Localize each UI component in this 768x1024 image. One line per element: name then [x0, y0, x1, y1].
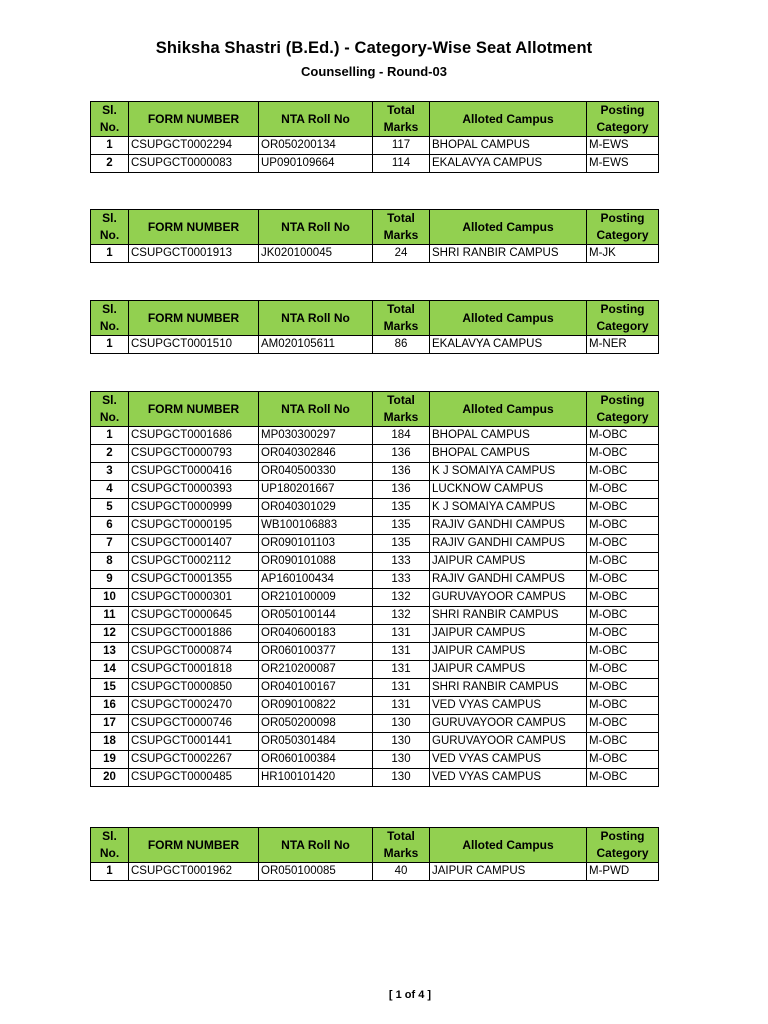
cell-form-number: CSUPGCT0000850 — [129, 679, 259, 697]
cell-nta-roll-no: OR090100822 — [259, 697, 373, 715]
cell-alloted-campus: BHOPAL CAMPUS — [430, 427, 587, 445]
cell-alloted-campus: RAJIV GANDHI CAMPUS — [430, 517, 587, 535]
cell-total-marks: 40 — [373, 863, 430, 881]
cell-form-number: CSUPGCT0000999 — [129, 499, 259, 517]
allotment-table — [90, 300, 659, 354]
cell-nta-roll-no: OR050100144 — [259, 607, 373, 625]
cell-sl-no: 11 — [91, 607, 129, 625]
page-subtitle: Counselling - Round-03 — [301, 64, 447, 79]
cell-alloted-campus: SHRI RANBIR CAMPUS — [430, 607, 587, 625]
column-header-total-marks: Total Marks — [373, 210, 430, 245]
column-header-nta-roll-no: NTA Roll No — [259, 102, 373, 137]
cell-total-marks: 136 — [373, 445, 430, 463]
cell-nta-roll-no: OR210100009 — [259, 589, 373, 607]
cell-alloted-campus: JAIPUR CAMPUS — [430, 625, 587, 643]
cell-total-marks: 130 — [373, 715, 430, 733]
cell-form-number: CSUPGCT0000301 — [129, 589, 259, 607]
cell-total-marks: 184 — [373, 427, 430, 445]
cell-nta-roll-no: OR050100085 — [259, 863, 373, 881]
cell-alloted-campus: GURUVAYOOR CAMPUS — [430, 589, 587, 607]
cell-alloted-campus: JAIPUR CAMPUS — [430, 863, 587, 881]
table-row — [91, 137, 659, 155]
cell-sl-no: 12 — [91, 625, 129, 643]
allotment-table — [90, 101, 659, 173]
cell-sl-no: 13 — [91, 643, 129, 661]
column-header-alloted-campus: Alloted Campus — [430, 102, 587, 137]
column-header-posting-category: Posting Category — [587, 301, 659, 336]
cell-alloted-campus: VED VYAS CAMPUS — [430, 697, 587, 715]
cell-total-marks: 117 — [373, 137, 430, 155]
cell-form-number: CSUPGCT0000645 — [129, 607, 259, 625]
table-header-row — [91, 392, 659, 427]
cell-alloted-campus: EKALAVYA CAMPUS — [430, 155, 587, 173]
table-row — [91, 661, 659, 679]
column-header-posting-category: Posting Category — [587, 102, 659, 137]
cell-alloted-campus: JAIPUR CAMPUS — [430, 643, 587, 661]
allotment-table — [90, 827, 659, 881]
cell-posting-category: M-OBC — [587, 589, 659, 607]
cell-alloted-campus: SHRI RANBIR CAMPUS — [430, 679, 587, 697]
cell-sl-no: 9 — [91, 571, 129, 589]
cell-nta-roll-no: OR210200087 — [259, 661, 373, 679]
cell-sl-no: 14 — [91, 661, 129, 679]
cell-posting-category: M-OBC — [587, 607, 659, 625]
cell-form-number: CSUPGCT0001407 — [129, 535, 259, 553]
cell-posting-category: M-OBC — [587, 553, 659, 571]
column-header-posting-category: Posting Category — [587, 210, 659, 245]
cell-posting-category: M-OBC — [587, 769, 659, 787]
table-header-row — [91, 210, 659, 245]
cell-nta-roll-no: MP030300297 — [259, 427, 373, 445]
column-header-sl-no: Sl. No. — [91, 102, 129, 137]
cell-nta-roll-no: OR040500330 — [259, 463, 373, 481]
cell-total-marks: 133 — [373, 571, 430, 589]
cell-nta-roll-no: OR050301484 — [259, 733, 373, 751]
cell-form-number: CSUPGCT0000195 — [129, 517, 259, 535]
cell-sl-no: 17 — [91, 715, 129, 733]
cell-form-number: CSUPGCT0001886 — [129, 625, 259, 643]
cell-form-number: CSUPGCT0000083 — [129, 155, 259, 173]
cell-posting-category: M-JK — [587, 245, 659, 263]
column-header-form-number: FORM NUMBER — [129, 102, 259, 137]
cell-nta-roll-no: OR090101103 — [259, 535, 373, 553]
table-row — [91, 643, 659, 661]
column-header-sl-no: Sl. No. — [91, 392, 129, 427]
table-row — [91, 463, 659, 481]
column-header-form-number: FORM NUMBER — [129, 392, 259, 427]
cell-total-marks: 132 — [373, 607, 430, 625]
cell-total-marks: 136 — [373, 481, 430, 499]
cell-nta-roll-no: OR090101088 — [259, 553, 373, 571]
cell-sl-no: 18 — [91, 733, 129, 751]
cell-nta-roll-no: OR060100384 — [259, 751, 373, 769]
cell-sl-no: 5 — [91, 499, 129, 517]
cell-alloted-campus: BHOPAL CAMPUS — [430, 137, 587, 155]
table-row — [91, 155, 659, 173]
cell-total-marks: 130 — [373, 733, 430, 751]
table-row — [91, 517, 659, 535]
cell-nta-roll-no: OR040301029 — [259, 499, 373, 517]
table-row — [91, 499, 659, 517]
cell-nta-roll-no: UP090109664 — [259, 155, 373, 173]
cell-nta-roll-no: OR050200134 — [259, 137, 373, 155]
cell-form-number: CSUPGCT0002112 — [129, 553, 259, 571]
table-row — [91, 553, 659, 571]
cell-sl-no: 16 — [91, 697, 129, 715]
cell-nta-roll-no: OR040100167 — [259, 679, 373, 697]
cell-alloted-campus: VED VYAS CAMPUS — [430, 769, 587, 787]
table-row — [91, 427, 659, 445]
column-header-form-number: FORM NUMBER — [129, 828, 259, 863]
cell-sl-no: 1 — [91, 245, 129, 263]
cell-sl-no: 1 — [91, 137, 129, 155]
cell-alloted-campus: BHOPAL CAMPUS — [430, 445, 587, 463]
column-header-nta-roll-no: NTA Roll No — [259, 210, 373, 245]
cell-total-marks: 130 — [373, 769, 430, 787]
cell-posting-category: M-OBC — [587, 517, 659, 535]
cell-form-number: CSUPGCT0001510 — [129, 336, 259, 354]
column-header-alloted-campus: Alloted Campus — [430, 828, 587, 863]
column-header-nta-roll-no: NTA Roll No — [259, 828, 373, 863]
cell-sl-no: 1 — [91, 863, 129, 881]
table-row — [91, 445, 659, 463]
column-header-alloted-campus: Alloted Campus — [430, 392, 587, 427]
cell-alloted-campus: K J SOMAIYA CAMPUS — [430, 463, 587, 481]
cell-nta-roll-no: OR040302846 — [259, 445, 373, 463]
allotment-table — [90, 391, 659, 787]
column-header-total-marks: Total Marks — [373, 392, 430, 427]
cell-alloted-campus: EKALAVYA CAMPUS — [430, 336, 587, 354]
cell-nta-roll-no: OR050200098 — [259, 715, 373, 733]
cell-posting-category: M-EWS — [587, 155, 659, 173]
cell-nta-roll-no: WB100106883 — [259, 517, 373, 535]
cell-total-marks: 132 — [373, 589, 430, 607]
column-header-alloted-campus: Alloted Campus — [430, 301, 587, 336]
table-header-row — [91, 828, 659, 863]
cell-form-number: CSUPGCT0002470 — [129, 697, 259, 715]
cell-form-number: CSUPGCT0001686 — [129, 427, 259, 445]
cell-alloted-campus: RAJIV GANDHI CAMPUS — [430, 535, 587, 553]
cell-total-marks: 135 — [373, 535, 430, 553]
table-row — [91, 863, 659, 881]
cell-form-number: CSUPGCT0000874 — [129, 643, 259, 661]
cell-nta-roll-no: AM020105611 — [259, 336, 373, 354]
cell-alloted-campus: GURUVAYOOR CAMPUS — [430, 715, 587, 733]
cell-posting-category: M-PWD — [587, 863, 659, 881]
table-row — [91, 769, 659, 787]
cell-form-number: CSUPGCT0000793 — [129, 445, 259, 463]
cell-sl-no: 2 — [91, 445, 129, 463]
table-row — [91, 535, 659, 553]
column-header-nta-roll-no: NTA Roll No — [259, 392, 373, 427]
cell-total-marks: 131 — [373, 661, 430, 679]
cell-sl-no: 15 — [91, 679, 129, 697]
cell-posting-category: M-OBC — [587, 679, 659, 697]
cell-form-number: CSUPGCT0000485 — [129, 769, 259, 787]
column-header-form-number: FORM NUMBER — [129, 301, 259, 336]
cell-total-marks: 24 — [373, 245, 430, 263]
cell-sl-no: 1 — [91, 427, 129, 445]
cell-posting-category: M-OBC — [587, 571, 659, 589]
cell-posting-category: M-EWS — [587, 137, 659, 155]
cell-form-number: CSUPGCT0001441 — [129, 733, 259, 751]
table-row — [91, 625, 659, 643]
cell-sl-no: 8 — [91, 553, 129, 571]
cell-posting-category: M-OBC — [587, 445, 659, 463]
cell-alloted-campus: GURUVAYOOR CAMPUS — [430, 733, 587, 751]
column-header-alloted-campus: Alloted Campus — [430, 210, 587, 245]
page-title: Shiksha Shastri (B.Ed.) - Category-Wise Seat Allotment — [155, 39, 593, 57]
cell-posting-category: M-OBC — [587, 499, 659, 517]
cell-form-number: CSUPGCT0000393 — [129, 481, 259, 499]
cell-total-marks: 133 — [373, 553, 430, 571]
cell-alloted-campus: JAIPUR CAMPUS — [430, 661, 587, 679]
cell-alloted-campus: JAIPUR CAMPUS — [430, 553, 587, 571]
cell-alloted-campus: K J SOMAIYA CAMPUS — [430, 499, 587, 517]
cell-posting-category: M-OBC — [587, 625, 659, 643]
cell-total-marks: 130 — [373, 751, 430, 769]
cell-posting-category: M-NER — [587, 336, 659, 354]
cell-nta-roll-no: JK020100045 — [259, 245, 373, 263]
table-row — [91, 571, 659, 589]
cell-total-marks: 135 — [373, 517, 430, 535]
cell-form-number: CSUPGCT0001818 — [129, 661, 259, 679]
cell-posting-category: M-OBC — [587, 751, 659, 769]
cell-posting-category: M-OBC — [587, 463, 659, 481]
cell-form-number: CSUPGCT0000746 — [129, 715, 259, 733]
cell-form-number: CSUPGCT0001355 — [129, 571, 259, 589]
cell-posting-category: M-OBC — [587, 715, 659, 733]
cell-total-marks: 131 — [373, 679, 430, 697]
cell-alloted-campus: RAJIV GANDHI CAMPUS — [430, 571, 587, 589]
cell-sl-no: 3 — [91, 463, 129, 481]
cell-sl-no: 19 — [91, 751, 129, 769]
cell-sl-no: 7 — [91, 535, 129, 553]
column-header-posting-category: Posting Category — [587, 392, 659, 427]
cell-posting-category: M-OBC — [587, 535, 659, 553]
column-header-total-marks: Total Marks — [373, 828, 430, 863]
table-row — [91, 715, 659, 733]
cell-total-marks: 135 — [373, 499, 430, 517]
cell-sl-no: 6 — [91, 517, 129, 535]
cell-alloted-campus: VED VYAS CAMPUS — [430, 751, 587, 769]
cell-sl-no: 10 — [91, 589, 129, 607]
cell-total-marks: 131 — [373, 697, 430, 715]
table-row — [91, 481, 659, 499]
cell-posting-category: M-OBC — [587, 481, 659, 499]
cell-alloted-campus: SHRI RANBIR CAMPUS — [430, 245, 587, 263]
cell-form-number: CSUPGCT0001962 — [129, 863, 259, 881]
cell-form-number: CSUPGCT0001913 — [129, 245, 259, 263]
table-row — [91, 679, 659, 697]
cell-nta-roll-no: HR100101420 — [259, 769, 373, 787]
cell-nta-roll-no: UP180201667 — [259, 481, 373, 499]
cell-form-number: CSUPGCT0000416 — [129, 463, 259, 481]
cell-form-number: CSUPGCT0002294 — [129, 137, 259, 155]
cell-sl-no: 4 — [91, 481, 129, 499]
column-header-sl-no: Sl. No. — [91, 301, 129, 336]
cell-posting-category: M-OBC — [587, 661, 659, 679]
table-header-row — [91, 301, 659, 336]
cell-nta-roll-no: OR060100377 — [259, 643, 373, 661]
cell-form-number: CSUPGCT0002267 — [129, 751, 259, 769]
cell-nta-roll-no: OR040600183 — [259, 625, 373, 643]
column-header-sl-no: Sl. No. — [91, 210, 129, 245]
cell-total-marks: 136 — [373, 463, 430, 481]
cell-total-marks: 131 — [373, 643, 430, 661]
column-header-total-marks: Total Marks — [373, 102, 430, 137]
table-row — [91, 607, 659, 625]
cell-total-marks: 131 — [373, 625, 430, 643]
cell-total-marks: 114 — [373, 155, 430, 173]
cell-sl-no: 1 — [91, 336, 129, 354]
table-header-row — [91, 102, 659, 137]
cell-posting-category: M-OBC — [587, 427, 659, 445]
page-indicator: [ 1 of 4 ] — [388, 989, 432, 1001]
cell-sl-no: 2 — [91, 155, 129, 173]
cell-posting-category: M-OBC — [587, 733, 659, 751]
column-header-total-marks: Total Marks — [373, 301, 430, 336]
cell-nta-roll-no: AP160100434 — [259, 571, 373, 589]
column-header-sl-no: Sl. No. — [91, 828, 129, 863]
cell-sl-no: 20 — [91, 769, 129, 787]
column-header-form-number: FORM NUMBER — [129, 210, 259, 245]
cell-posting-category: M-OBC — [587, 697, 659, 715]
table-row — [91, 733, 659, 751]
table-row — [91, 697, 659, 715]
table-row — [91, 245, 659, 263]
table-row — [91, 336, 659, 354]
column-header-nta-roll-no: NTA Roll No — [259, 301, 373, 336]
cell-alloted-campus: LUCKNOW CAMPUS — [430, 481, 587, 499]
table-row — [91, 751, 659, 769]
cell-total-marks: 86 — [373, 336, 430, 354]
allotment-table — [90, 209, 659, 263]
cell-posting-category: M-OBC — [587, 643, 659, 661]
table-row — [91, 589, 659, 607]
column-header-posting-category: Posting Category — [587, 828, 659, 863]
